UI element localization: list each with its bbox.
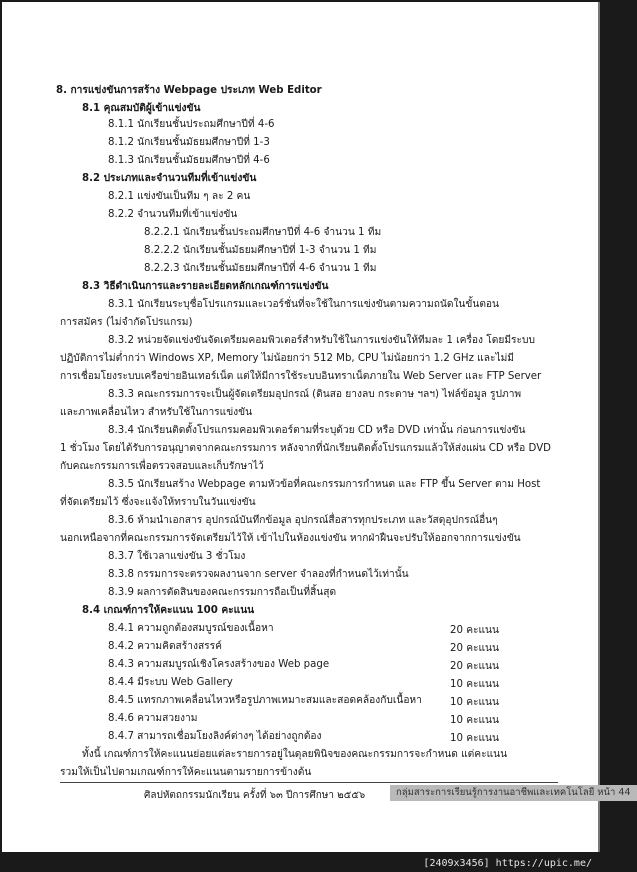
footer-event-text: ศิลปหัตถกรรมนักเรียน ครั้งที่ ๖๓ ปีการศึกษา ๒๕๕๖ — [144, 790, 366, 801]
footer-divider — [60, 782, 558, 783]
subsection-8-4-title: 8.4 เกณฑ์การให้คะแนน 100 คะแนน — [82, 605, 255, 616]
criteria-item: 8.4.5 แทรกภาพเคลื่อนไหวหรือรูปภาพเหมาะสมและสอดคล้องกับเนื้อหา — [108, 695, 422, 706]
criteria-item: 8.4.2 ความคิดสร้างสรรค์ — [108, 641, 222, 652]
closing-note: รวมให้เป็นไปตามเกณฑ์การให้คะแนนตามรายการข้างต้น — [60, 767, 312, 778]
subsection-8-1-title: 8.1 คุณสมบัติผู้เข้าแข่งขัน — [82, 103, 201, 114]
image-watermark: [2409x3456] https://upic.me/ — [423, 858, 592, 869]
subsection-8-2-title: 8.2 ประเภทและจำนวนทีมที่เข้าแข่งขัน — [82, 173, 257, 184]
item-8-2-2-3: 8.2.2.3 นักเรียนชั้นมัธยมศึกษาปีที่ 4-6 จำนวน 1 ทีม — [144, 263, 377, 274]
para-line: 1 ชั่วโมง โดยได้รับการอนุญาตจากคณะกรรมการ หลังจากที่นักเรียนติดตั้งโปรแกรมแล้วให้ส่งแผ่น CD หรือ DVD — [60, 443, 552, 454]
para-line: 8.3.9 ผลการตัดสินของคณะกรรมการถือเป็นที่สิ้นสุด — [108, 587, 337, 598]
criteria-item: 8.4.6 ความสวยงาม — [108, 713, 198, 724]
item-8-2-1: 8.2.1 แข่งขันเป็นทีม ๆ ละ 2 คน — [108, 191, 251, 202]
criteria-points: 10 คะแนน — [450, 715, 499, 726]
item-8-2-2-1: 8.2.2.1 นักเรียนชั้นประถมศึกษาปีที่ 4-6 จำนวน 1 ทีม — [144, 227, 382, 238]
para-line: 8.3.8 กรรมการจะตรวจผลงานจาก server จำลองที่กำหนดไว้เท่านั้น — [108, 569, 409, 580]
criteria-points: 10 คะแนน — [450, 697, 499, 708]
para-line: กับคณะกรรมการเพื่อตรวจสอบและเก็บรักษาไว้ — [60, 461, 264, 472]
item-8-1-1: 8.1.1 นักเรียนชั้นประถมศึกษาปีที่ 4-6 — [108, 119, 275, 130]
criteria-item: 8.4.1 ความถูกต้องสมบูรณ์ของเนื้อหา — [108, 623, 274, 634]
section-heading: 8. การแข่งขันการสร้าง Webpage ประเภท Web Editor — [56, 85, 322, 96]
para-line: 8.3.7 ใช้เวลาแข่งขัน 3 ชั่วโมง — [108, 551, 246, 562]
document-page — [2, 2, 631, 852]
para-line: 8.3.1 นักเรียนระบุชื่อโปรแกรมและเวอร์ชั่นที่จะใช้ในการแข่งขันตามความถนัดในขั้นตอน — [108, 299, 500, 310]
criteria-item: 8.4.3 ความสมบูรณ์เชิงโครงสร้างของ Web page — [108, 659, 330, 670]
footer-subject-page: กลุ่มสาระการเรียนรู้การงานอาชีพและเทคโนโลยี หน้า 44 — [390, 785, 637, 801]
criteria-points: 20 คะแนน — [450, 643, 499, 654]
criteria-points: 10 คะแนน — [450, 679, 499, 690]
para-line: 8.3.5 นักเรียนสร้าง Webpage ตามหัวข้อที่คณะกรรมการกำหนด และ FTP ขึ้น Server ตาม Host — [108, 479, 541, 490]
para-line: การเชื่อมโยงระบบเครือข่ายอินเทอร์เน็ต แต่ให้มีการใช้ระบบอินทราเน็ตภายใน Web Server และ FTP Server — [60, 371, 542, 382]
subsection-8-3-title: 8.3 วิธีดำเนินการและรายละเอียดหลักเกณฑ์การแข่งขัน — [82, 281, 329, 292]
para-line: และภาพเคลื่อนไหว สำหรับใช้ในการแข่งขัน — [60, 407, 253, 418]
criteria-points: 20 คะแนน — [450, 661, 499, 672]
para-line: 8.3.2 หน่วยจัดแข่งขันจัดเตรียมคอมพิวเตอร์สำหรับใช้ในการแข่งขันให้ทีมละ 1 เครื่อง โดยมีระบบ — [108, 335, 535, 346]
para-line: 8.3.3 คณะกรรมการจะเป็นผู้จัดเตรียมอุปกรณ์ (ดินสอ ยางลบ กระดาษ ฯลฯ) ไฟล์ข้อมูล รูปภาพ — [108, 389, 522, 400]
item-8-2-2-2: 8.2.2.2 นักเรียนชั้นมัธยมศึกษาปีที่ 1-3 จำนวน 1 ทีม — [144, 245, 377, 256]
item-8-1-2: 8.1.2 นักเรียนชั้นมัธยมศึกษาปีที่ 1-3 — [108, 137, 270, 148]
para-line: ที่จัดเตรียมไว้ ซึ่งจะแจ้งให้ทราบในวันแข่งขัน — [60, 497, 256, 508]
para-line: 8.3.4 นักเรียนติดตั้งโปรแกรมคอมพิวเตอร์ตามที่ระบุด้วย CD หรือ DVD เท่านั้น ก่อนการแข่งขัน — [108, 425, 526, 436]
para-line: การสมัคร (ไม่จำกัดโปรแกรม) — [60, 317, 193, 328]
para-line: ปฏิบัติการไม่ต่ำกว่า Windows XP, Memory ไม่น้อยกว่า 512 Mb, CPU ไม่น้อยกว่า 1.2 GHz และไม่มี — [60, 353, 515, 364]
criteria-points: 10 คะแนน — [450, 733, 499, 744]
criteria-item: 8.4.7 สามารถเชื่อมโยงลิงค์ต่างๆ ได้อย่างถูกต้อง — [108, 731, 322, 742]
criteria-item: 8.4.4 มีระบบ Web Gallery — [108, 677, 233, 688]
closing-note: ทั้งนี้ เกณฑ์การให้คะแนนย่อยแต่ละรายการอยู่ในดุลยพินิจของคณะกรรมการจะกำหนด แต่คะแนน — [82, 749, 508, 760]
item-8-1-3: 8.1.3 นักเรียนชั้นมัธยมศึกษาปีที่ 4-6 — [108, 155, 270, 166]
criteria-points: 20 คะแนน — [450, 625, 499, 636]
para-line: นอกเหนือจากที่คณะกรรมการจัดเตรียมไว้ให้ เข้าไปในห้องแข่งขัน หากฝ่าฝืนจะปรับให้ออกจากการแข่งขัน — [60, 533, 521, 544]
item-8-2-2: 8.2.2 จำนวนทีมที่เข้าแข่งขัน — [108, 209, 238, 220]
para-line: 8.3.6 ห้ามนำเอกสาร อุปกรณ์บันทึกข้อมูล อุปกรณ์สื่อสารทุกประเภท และวัสดุอุปกรณ์อื่นๆ — [108, 515, 498, 526]
